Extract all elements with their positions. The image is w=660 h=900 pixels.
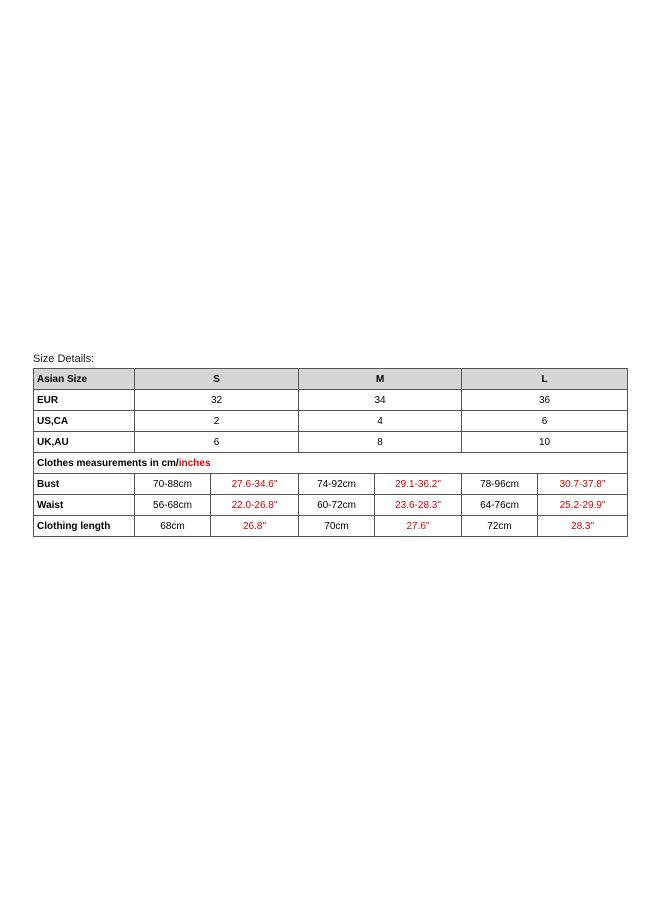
header-row xyxy=(34,369,628,390)
cell-value: 6 xyxy=(135,432,299,453)
cell-cm: 56-68cm xyxy=(135,495,211,516)
header-label: Asian Size xyxy=(34,369,135,390)
table-row-us-ca xyxy=(34,411,628,432)
measurements-title xyxy=(34,453,628,474)
cell-inches: 27.6" xyxy=(375,516,462,537)
cell-value: 8 xyxy=(299,432,462,453)
row-label: EUR xyxy=(34,390,135,411)
cell-inches: 23.6-28.3" xyxy=(375,495,462,516)
cell-inches: 27.6-34.6" xyxy=(211,474,299,495)
row-label: UK,AU xyxy=(34,432,135,453)
measurements-title-highlight: inches xyxy=(178,457,211,469)
measurements-title-row xyxy=(34,453,628,474)
size-details-caption: Size Details: xyxy=(33,353,95,365)
cell-value: 4 xyxy=(299,411,462,432)
cell-cm: 68cm xyxy=(135,516,211,537)
cell-value: 2 xyxy=(135,411,299,432)
cell-cm: 70cm xyxy=(299,516,375,537)
cell-cm: 70-88cm xyxy=(135,474,211,495)
cell-inches: 30.7-37.8" xyxy=(538,474,628,495)
cell-cm: 72cm xyxy=(462,516,538,537)
cell-cm: 74-92cm xyxy=(299,474,375,495)
cell-value: 6 xyxy=(462,411,628,432)
table-row-clothing-length xyxy=(34,516,628,537)
table-row-bust xyxy=(34,474,628,495)
cell-inches: 22.0-26.8" xyxy=(211,495,299,516)
measurements-title-prefix: Clothes measurements in cm/ xyxy=(37,457,179,469)
cell-inches: 28.3" xyxy=(538,516,628,537)
size-chart xyxy=(33,353,627,537)
cell-inches: 29.1-36.2" xyxy=(375,474,462,495)
row-label: Clothing length xyxy=(34,516,135,537)
cell-value: 10 xyxy=(462,432,628,453)
table-row-waist xyxy=(34,495,628,516)
table-row-eur xyxy=(34,390,628,411)
cell-inches: 26.8" xyxy=(211,516,299,537)
header-size-m: M xyxy=(299,369,462,390)
row-label: Waist xyxy=(34,495,135,516)
cell-value: 36 xyxy=(462,390,628,411)
header-size-s: S xyxy=(135,369,299,390)
row-label: Bust xyxy=(34,474,135,495)
row-label: US,CA xyxy=(34,411,135,432)
table-row-uk-au xyxy=(34,432,628,453)
cell-cm: 60-72cm xyxy=(299,495,375,516)
cell-value: 34 xyxy=(299,390,462,411)
cell-cm: 64-76cm xyxy=(462,495,538,516)
cell-inches: 25.2-29.9" xyxy=(538,495,628,516)
cell-cm: 78-96cm xyxy=(462,474,538,495)
cell-value: 32 xyxy=(135,390,299,411)
size-table xyxy=(33,368,628,537)
header-size-l: L xyxy=(462,369,628,390)
